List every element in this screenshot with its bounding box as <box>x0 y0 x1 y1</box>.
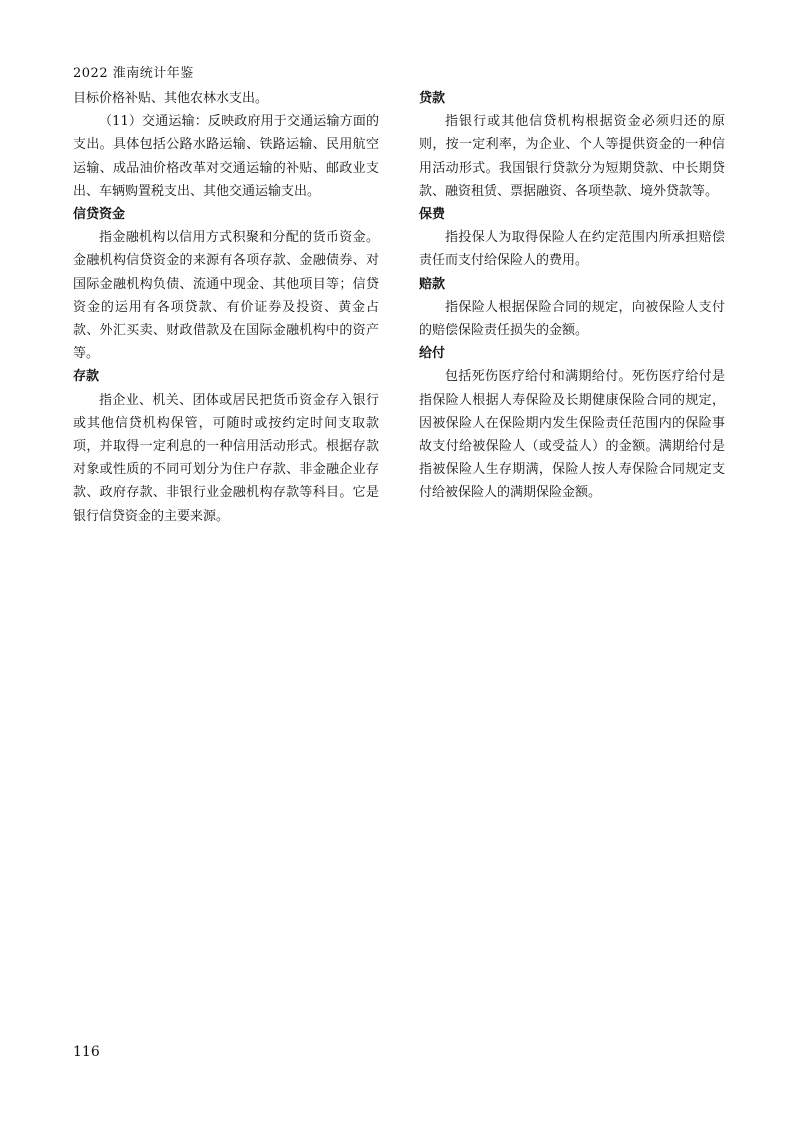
paragraph-benefit-payments: 包括死伤医疗给付和满期给付。死伤医疗给付是指保险人根据人寿保险及长期健康保险合同的规定，因被保险人在保险期内发生保险责任范围内的保险事故支付给被保险人（或受益人）的金额。满期给付是指被保险人生存期满，保险人按人寿保险合同规定支付给被保险人的满期保险金额。 <box>419 369 725 501</box>
left-column <box>73 87 379 528</box>
page-number: 116 <box>73 1044 100 1060</box>
paragraph-loans: 指银行或其他信贷机构根据资金必须归还的原则，按一定利率，为企业、个人等提供资金的一种信用活动形式。我国银行贷款分为短期贷款、中长期贷款、融资租赁、票据融资、各项垫款、境外贷款等。 <box>419 114 725 199</box>
heading-benefit-payments: 给付 <box>419 346 446 362</box>
paragraph-deposits: 指企业、机关、团体或居民把货币资金存入银行或其他信贷机构保管，可随时或按约定时间支取款项，并取得一定利息的一种信用活动形式。根据存款对象或性质的不同可划分为住户存款、非金融企业存款、政府存款、非银行业金融机构存款等科目。它是银行信贷资金的主要来源。 <box>73 392 379 524</box>
right-column <box>419 87 725 505</box>
heading-premiums: 保费 <box>419 207 446 223</box>
heading-claims: 赔款 <box>419 276 446 292</box>
paragraph-credit-funds: 指金融机构以信用方式积聚和分配的货币资金。金融机构信贷资金的来源有各项存款、金融债券、对国际金融机构负债、流通中现金、其他项目等；信贷资金的运用有各项贷款、有价证券及投资、黄金占款、外汇买卖、财政借款及在国际金融机构中的资产等。 <box>73 230 379 362</box>
paragraph-transport-expenditure: （11）交通运输：反映政府用于交通运输方面的支出。具体包括公路水路运输、铁路运输、民用航空运输、成品油价格改革对交通运输的补贴、邮政业支出、车辆购置税支出、其他交通运输支出。 <box>73 114 379 199</box>
paragraph-premiums: 指投保人为取得保险人在约定范围内所承担赔偿责任而支付给保险人的费用。 <box>419 230 725 269</box>
paragraph-claims: 指保险人根据保险合同的规定，向被保险人支付的赔偿保险责任损失的金额。 <box>419 299 725 339</box>
heading-loans: 贷款 <box>419 91 446 106</box>
heading-credit-funds: 信贷资金 <box>73 207 126 223</box>
running-title: 2022 淮南统计年鉴 <box>73 66 194 81</box>
paragraph-agri-subsidy-tail: 目标价格补贴、其他农林水支出。 <box>73 91 269 106</box>
heading-deposits: 存款 <box>73 369 100 385</box>
